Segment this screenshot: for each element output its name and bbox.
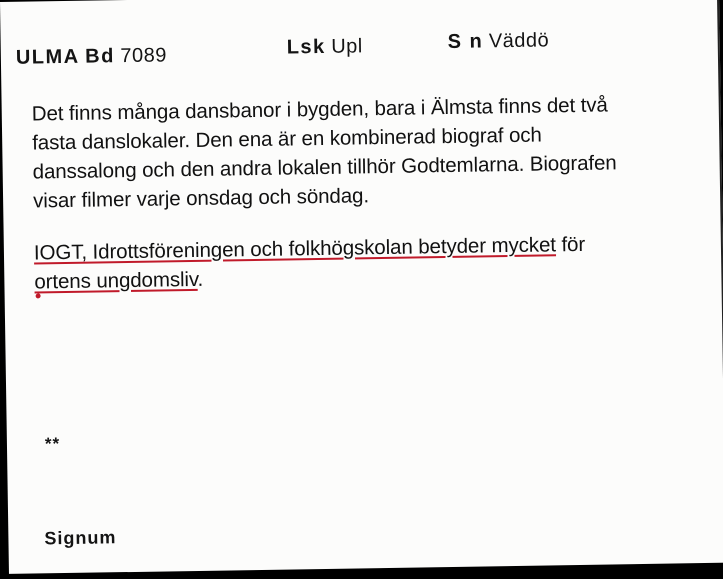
sn-value: Väddö	[488, 29, 550, 53]
paragraph-line: Det finns många dansbanor i bygden, bara i Älmsta finns det två	[31, 93, 608, 126]
plain-text: för	[555, 232, 586, 257]
lsk-label: Lsk	[286, 35, 326, 59]
red-underlined-text: ortens ungdomsliv	[34, 267, 198, 294]
lsk-value: Upl	[331, 35, 363, 58]
paragraph-line: fasta danslokaler. Den ena är en kombinerad biograf och	[32, 123, 542, 155]
body-paragraph-1	[32, 90, 618, 215]
landskap-field	[287, 35, 363, 59]
stars-marker: **	[44, 434, 61, 454]
body-paragraph-2	[34, 230, 586, 297]
paragraph-line: visar filmer varje onsdag och söndag.	[32, 184, 370, 213]
paragraph-line: danssalong och den andra lokalen tillhör Godtemlarna. Biografen	[32, 151, 617, 184]
bd-number: 7089	[120, 44, 168, 68]
sn-label: S n	[447, 30, 484, 53]
archive-label: ULMA	[15, 45, 80, 69]
bd-label: Bd	[85, 45, 116, 68]
archive-reference	[16, 44, 167, 69]
plain-text: .	[197, 267, 204, 291]
red-underlined-text: IOGT, Idrottsföreningen och folkhögskolan betyder mycket	[33, 233, 557, 265]
socken-field	[448, 29, 550, 54]
red-ink-mark	[36, 293, 41, 298]
signum-label: Signum	[44, 527, 117, 549]
